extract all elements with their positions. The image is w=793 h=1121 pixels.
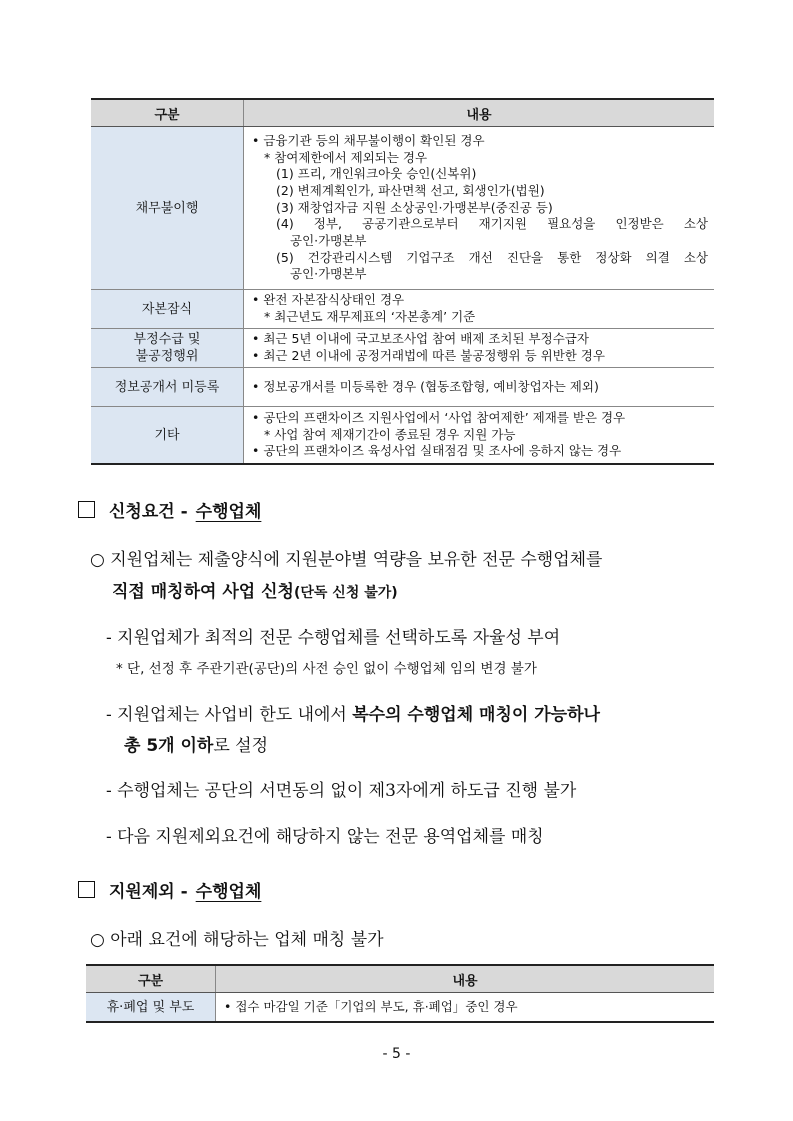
- table-row: [91, 368, 714, 407]
- vendor-exclusion-table: [86, 964, 714, 1023]
- row-category: [91, 329, 244, 368]
- dash-item: [106, 700, 600, 725]
- table-row: [86, 993, 714, 1023]
- row-category: 정보공개서 미등록: [91, 368, 244, 407]
- content-line: (3) 재창업자금 지원 소상공인·가맹본부(중진공 등): [276, 199, 553, 215]
- content-line: * 사업 참여 제재기간이 종료된 경우 지원 가능: [264, 426, 516, 442]
- dash-item: - 다음 지원제외요건에 해당하지 않는 전문 용역업체를 매칭: [106, 827, 544, 847]
- section-title-prefix: 신청요건 -: [109, 502, 188, 522]
- row-content: [244, 329, 715, 368]
- content-line: (1) 프리, 개인워크아웃 승인(신복위): [276, 166, 477, 182]
- paragraph-item: ○ 지원업체는 제출양식에 지원분야별 역량을 보유한 전문 수행업체를: [90, 550, 603, 570]
- row-category: 휴·폐업 및 부도: [86, 993, 216, 1023]
- row-content: [244, 290, 715, 329]
- content-line: (4) 정부, 공공기관으로부터 재기지원 필요성을 인정받은 소상: [276, 216, 708, 232]
- section-title-underlined: 수행업체: [195, 502, 262, 522]
- header-category: 구분: [86, 965, 216, 993]
- table-header-row: [86, 965, 714, 993]
- content-line: • 정보공개서를 미등록한 경우 (협동조합형, 예비창업자는 제외): [252, 378, 599, 394]
- header-content: 내용: [216, 965, 715, 993]
- section-heading-requirements: [78, 497, 261, 522]
- section-title-prefix: 지원제외 -: [109, 882, 188, 902]
- bold-text: 총 5개 이하: [124, 736, 214, 756]
- content-line: 공인·가맹본부: [290, 266, 367, 282]
- bold-text: 직접 매칭하여 사업 신청: [112, 582, 294, 602]
- dash-item: - 지원업체가 최적의 전문 수행업체를 선택하도록 자율성 부여: [106, 628, 561, 648]
- content-line: * 최근년도 재무제표의 ‘자본총계’ 기준: [264, 309, 476, 324]
- row-category: 자본잠식: [91, 290, 244, 329]
- dash-item: - 수행업체는 공단의 서면동의 없이 제3자에게 하도급 진행 불가: [106, 781, 577, 801]
- checkbox-square-icon: [78, 501, 95, 518]
- section-title-underlined: 수행업체: [195, 882, 262, 902]
- bold-text: 복수의 수행업체 매칭이 가능하나: [352, 705, 600, 725]
- page-number: - 5 -: [382, 1046, 411, 1062]
- table-row: [91, 290, 714, 329]
- table-header-row: [91, 99, 714, 127]
- content-line: (5) 건강관리시스템 기업구조 개선 진단을 통한 정상화 의결 소상: [276, 249, 708, 265]
- row-content: [244, 368, 715, 407]
- table-row: [91, 127, 714, 290]
- paragraph-item-continued: [112, 577, 398, 602]
- content-line: • 최근 5년 이내에 국고보조사업 참여 배제 조치된 부정수급자: [252, 331, 589, 347]
- content-line: • 최근 2년 이내에 공정거래법에 따른 불공정행위 등 위반한 경우: [252, 348, 605, 363]
- bold-text: (단독 신청 불가): [293, 585, 398, 601]
- plain-text: - 지원업체는 사업비 한도 내에서: [106, 705, 353, 725]
- content-line: 공인·가맹본부: [290, 233, 367, 249]
- row-content: [244, 127, 715, 290]
- content-line: • 완전 자본잠식상태인 경우: [252, 292, 405, 308]
- content-line: • 금융기관 등의 채무불이행이 확인된 경우: [252, 132, 485, 148]
- header-category: 구분: [91, 99, 244, 127]
- table-row: [91, 329, 714, 368]
- row-content: [216, 993, 715, 1023]
- footnote: * 단, 선정 후 주관기관(공단)의 사전 승인 없이 수행업체 임의 변경 불가: [116, 661, 537, 677]
- table-row: [91, 407, 714, 465]
- category-line: 부정수급 및: [133, 332, 201, 347]
- content-line: • 접수 마감일 기준「기업의 부도, 휴·폐업」중인 경우: [224, 998, 518, 1014]
- dash-item-continued: [124, 731, 268, 756]
- paragraph-item: ○ 아래 요건에 해당하는 업체 매칭 불가: [90, 930, 384, 950]
- header-content: 내용: [244, 99, 715, 127]
- category-line: 불공정행위: [135, 349, 199, 364]
- row-category: 채무불이행: [91, 127, 244, 290]
- content-line: (2) 변제계획인가, 파산면책 선고, 회생인가(법원): [276, 182, 545, 198]
- content-line: * 참여제한에서 제외되는 경우: [264, 149, 428, 165]
- row-content: [244, 407, 715, 465]
- content-line: • 공단의 프랜차이즈 육성사업 실태점검 및 조사에 응하지 않는 경우: [252, 443, 622, 459]
- row-category: 기타: [91, 407, 244, 465]
- exclusion-criteria-table: [91, 98, 714, 465]
- content-line: • 공단의 프랜차이즈 지원사업에서 ‘사업 참여제한’ 제재를 받은 경우: [252, 409, 626, 425]
- plain-text: 로 설정: [213, 736, 269, 756]
- checkbox-square-icon: [78, 881, 95, 898]
- section-heading-exclusions: [78, 877, 261, 902]
